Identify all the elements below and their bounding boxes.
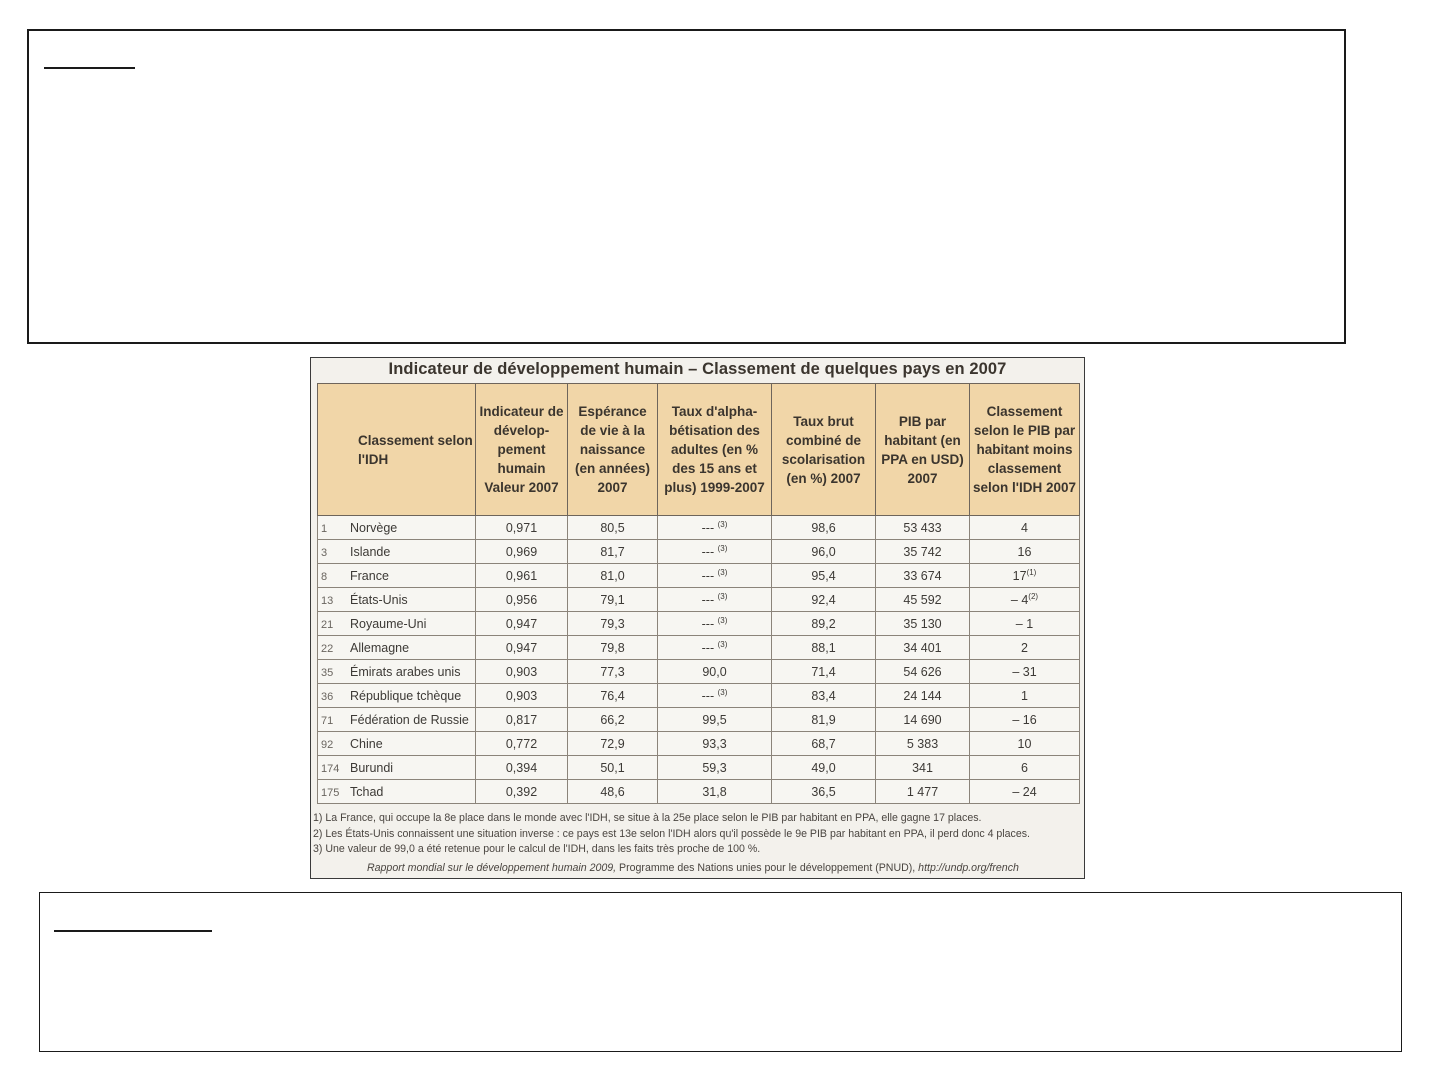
rank-number: 35	[321, 666, 334, 679]
literacy-cell: 31,8	[658, 780, 772, 804]
source-org: Programme des Nations unies pour le développement (PNUD),	[616, 861, 919, 874]
life-cell: 80,5	[568, 516, 658, 540]
gdp-cell: 1 477	[876, 780, 970, 804]
gdp-cell: 341	[876, 756, 970, 780]
life-cell: 77,3	[568, 660, 658, 684]
rank-number: 71	[321, 714, 334, 727]
literacy-cell: --- $^{(3)}$	[658, 564, 772, 588]
gdp-cell: 45 592	[876, 588, 970, 612]
gdp-cell: 33 674	[876, 564, 970, 588]
footnote: 1) La France, qui occupe la 8e place dans le monde avec l'IDH, se situe à la 25e place selon le PIB par habitant en PPA, elle gagne 17 places.	[313, 812, 982, 824]
diff-cell: 17$^{(1)}$	[970, 564, 1080, 588]
rank-number: 8	[321, 570, 328, 583]
idh-cell: 0,394	[476, 756, 568, 780]
table-row	[318, 612, 1080, 636]
rank-number: 1	[321, 522, 328, 535]
diff-cell: 16	[970, 540, 1080, 564]
idh-table	[317, 383, 1080, 804]
country-cell	[318, 684, 476, 708]
table-row	[318, 588, 1080, 612]
idh-cell: 0,961	[476, 564, 568, 588]
table-row	[318, 636, 1080, 660]
diff-cell: 10	[970, 732, 1080, 756]
life-cell: 81,7	[568, 540, 658, 564]
gdp-cell: 24 144	[876, 684, 970, 708]
life-cell: 79,1	[568, 588, 658, 612]
country-name: États-Unis	[350, 592, 408, 607]
gdp-cell: 54 626	[876, 660, 970, 684]
literacy-cell: --- $^{(3)}$	[658, 636, 772, 660]
column-header: Classement selon l'IDH	[318, 384, 476, 516]
country-name: Norvège	[350, 520, 398, 535]
country-name: Royaume-Uni	[350, 616, 427, 631]
column-header: Indicateur de dévelop-pement humain Valeur 2007	[476, 384, 568, 516]
diff-cell: 6	[970, 756, 1080, 780]
rank-number: 3	[321, 546, 328, 559]
literacy-cell: 59,3	[658, 756, 772, 780]
table-title: Indicateur de développement humain – Classement de quelques pays en 2007	[388, 360, 1007, 378]
idh-cell: 0,817	[476, 708, 568, 732]
column-header: Classement selon le PIB par habitant moins classement selon l'IDH 2007	[970, 384, 1080, 516]
school-cell: 95,4	[772, 564, 876, 588]
literacy-cell: --- $^{(3)}$	[658, 540, 772, 564]
column-header: Espérance de vie à la naissance (en années) 2007	[568, 384, 658, 516]
school-cell: 98,6	[772, 516, 876, 540]
table-row	[318, 660, 1080, 684]
school-cell: 36,5	[772, 780, 876, 804]
table-row	[318, 564, 1080, 588]
idh-cell: 0,956	[476, 588, 568, 612]
country-cell	[318, 780, 476, 804]
country-name: Allemagne	[350, 640, 410, 655]
table-header-row	[318, 384, 1080, 516]
table-source	[313, 861, 1085, 877]
diff-cell: – 31	[970, 660, 1080, 684]
rank-number: 174	[321, 762, 340, 775]
table-row	[318, 708, 1080, 732]
country-cell	[318, 516, 476, 540]
idh-cell: 0,969	[476, 540, 568, 564]
table-row	[318, 756, 1080, 780]
life-cell: 79,8	[568, 636, 658, 660]
gdp-cell: 53 433	[876, 516, 970, 540]
idh-cell: 0,971	[476, 516, 568, 540]
rank-number: 92	[321, 738, 334, 751]
column-header: Taux d'alpha-bétisation des adultes (en % des 15 ans et plus) 1999-2007	[658, 384, 772, 516]
diff-cell: – 1	[970, 612, 1080, 636]
life-cell: 81,0	[568, 564, 658, 588]
source-url: http://undp.org/french	[918, 861, 1019, 874]
rank-number: 22	[321, 642, 334, 655]
column-header: PIB par habitant (en PPA en USD) 2007	[876, 384, 970, 516]
school-cell: 49,0	[772, 756, 876, 780]
idh-cell: 0,947	[476, 636, 568, 660]
school-cell: 88,1	[772, 636, 876, 660]
literacy-cell: 99,5	[658, 708, 772, 732]
column-header: Taux brut combiné de scolarisation (en %) 2007	[772, 384, 876, 516]
gdp-cell: 35 130	[876, 612, 970, 636]
bottom-answer-box	[39, 892, 1402, 1052]
table-row	[318, 516, 1080, 540]
country-cell	[318, 708, 476, 732]
idh-cell: 0,903	[476, 684, 568, 708]
footnote: 3) Une valeur de 99,0 a été retenue pour le calcul de l'IDH, dans les faits très proche de 100 %.	[313, 843, 761, 855]
literacy-cell: --- $^{(3)}$	[658, 588, 772, 612]
school-cell: 83,4	[772, 684, 876, 708]
life-cell: 72,9	[568, 732, 658, 756]
country-name: France	[350, 568, 389, 583]
country-cell	[318, 660, 476, 684]
country-name: Fédération de Russie	[350, 712, 469, 727]
life-cell: 48,6	[568, 780, 658, 804]
rank-number: 175	[321, 786, 340, 799]
idh-cell: 0,903	[476, 660, 568, 684]
country-cell	[318, 756, 476, 780]
heading-underline	[54, 930, 212, 932]
heading-underline	[44, 67, 135, 69]
literacy-cell: --- $^{(3)}$	[658, 516, 772, 540]
table-row	[318, 780, 1080, 804]
diff-cell: 1	[970, 684, 1080, 708]
school-cell: 96,0	[772, 540, 876, 564]
table-row	[318, 540, 1080, 564]
gdp-cell: 14 690	[876, 708, 970, 732]
country-cell	[318, 564, 476, 588]
country-cell	[318, 636, 476, 660]
life-cell: 79,3	[568, 612, 658, 636]
scanned-table-figure	[310, 357, 1085, 879]
life-cell: 66,2	[568, 708, 658, 732]
country-name: République tchèque	[350, 688, 462, 703]
country-cell	[318, 540, 476, 564]
school-cell: 89,2	[772, 612, 876, 636]
life-cell: 76,4	[568, 684, 658, 708]
diff-cell: – 24	[970, 780, 1080, 804]
life-cell: 50,1	[568, 756, 658, 780]
school-cell: 71,4	[772, 660, 876, 684]
idh-cell: 0,772	[476, 732, 568, 756]
idh-cell: 0,947	[476, 612, 568, 636]
table-row	[318, 684, 1080, 708]
diff-cell: 2	[970, 636, 1080, 660]
diff-cell: – 16	[970, 708, 1080, 732]
diff-cell: – 4$^{(2)}$	[970, 588, 1080, 612]
source-title: Rapport mondial sur le développement humain 2009,	[367, 861, 617, 874]
country-cell	[318, 732, 476, 756]
school-cell: 81,9	[772, 708, 876, 732]
country-name: Islande	[350, 544, 391, 559]
table-footnotes	[313, 811, 1085, 876]
literacy-cell: 93,3	[658, 732, 772, 756]
rank-number: 13	[321, 594, 334, 607]
country-cell	[318, 612, 476, 636]
school-cell: 68,7	[772, 732, 876, 756]
diff-cell: 4	[970, 516, 1080, 540]
literacy-cell: --- $^{(3)}$	[658, 612, 772, 636]
country-name: Émirats arabes unis	[350, 664, 461, 679]
rank-number: 36	[321, 690, 334, 703]
table-row	[318, 732, 1080, 756]
idh-cell: 0,392	[476, 780, 568, 804]
literacy-cell: 90,0	[658, 660, 772, 684]
gdp-cell: 5 383	[876, 732, 970, 756]
rank-number: 21	[321, 618, 334, 631]
footnote: 2) Les États-Unis connaissent une situation inverse : ce pays est 13e selon l'IDH alors qu'il possède le 9e PIB par habitant en PPA, il perd donc 4 places.	[313, 827, 1030, 840]
country-name: Burundi	[350, 760, 394, 775]
school-cell: 92,4	[772, 588, 876, 612]
country-cell	[318, 588, 476, 612]
top-answer-box	[27, 29, 1346, 344]
country-name: Chine	[350, 736, 383, 751]
gdp-cell: 35 742	[876, 540, 970, 564]
gdp-cell: 34 401	[876, 636, 970, 660]
country-name: Tchad	[350, 784, 384, 799]
literacy-cell: --- $^{(3)}$	[658, 684, 772, 708]
